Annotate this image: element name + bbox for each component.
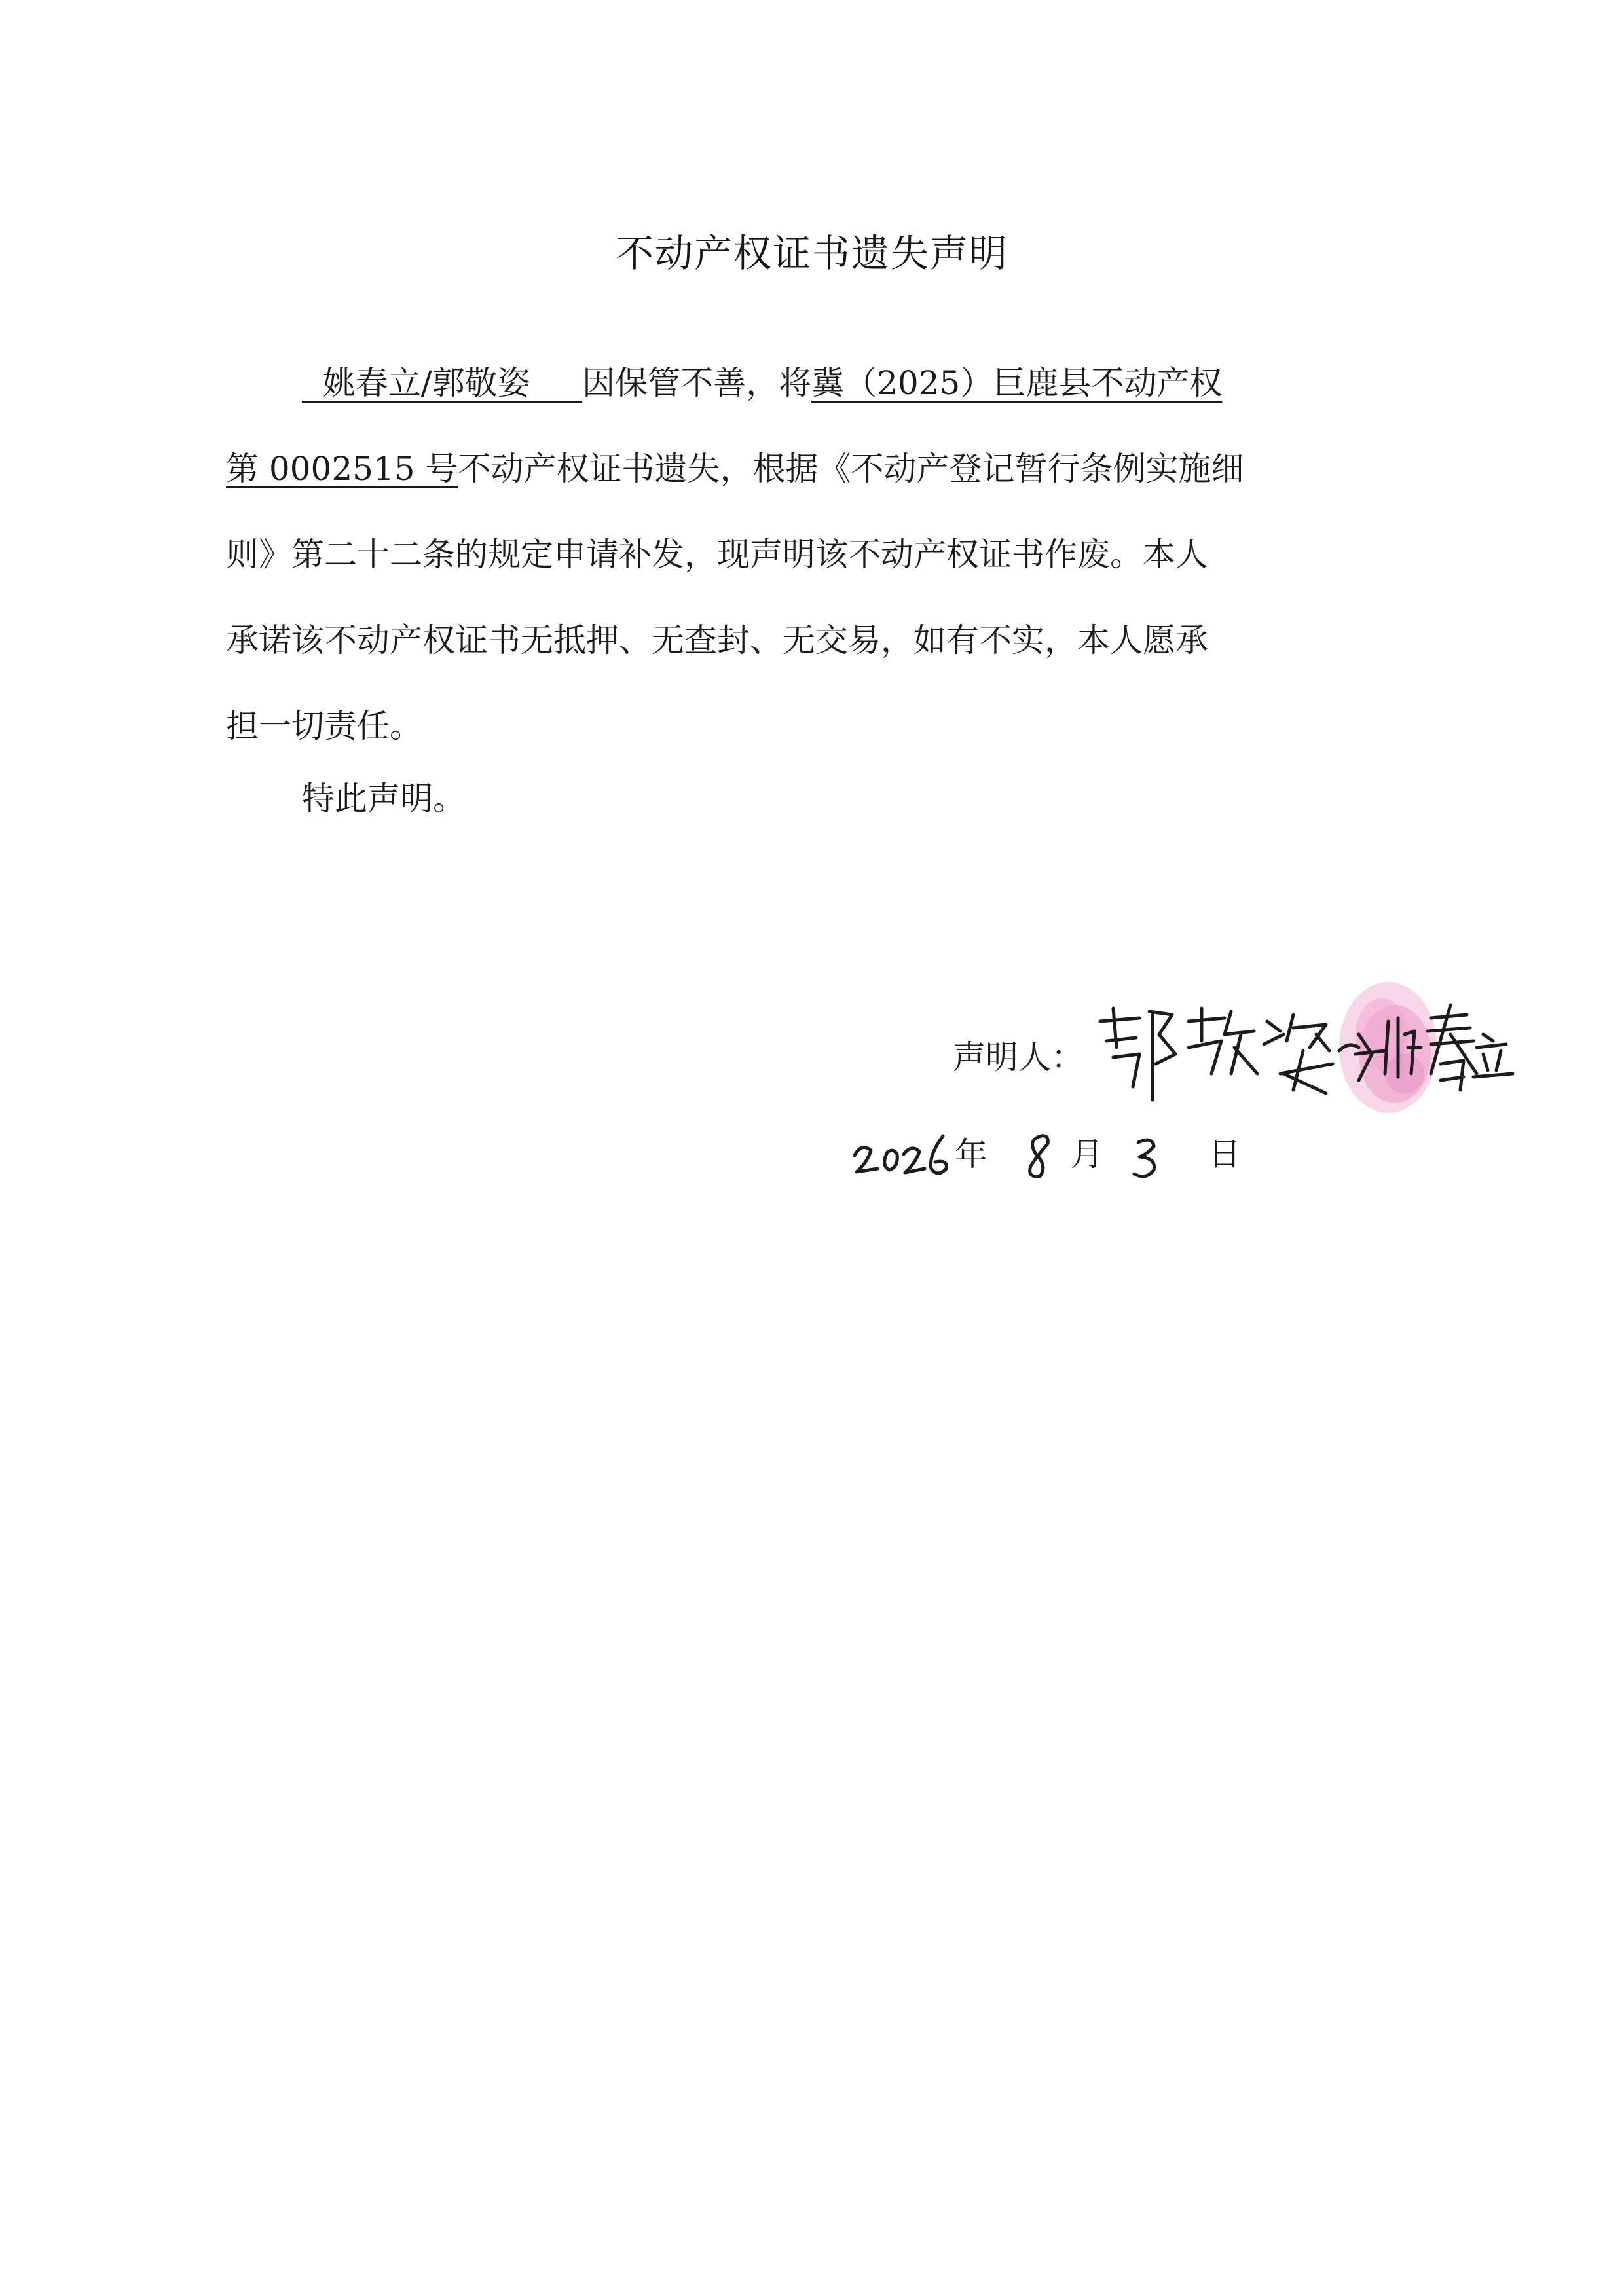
body-line-2 bbox=[226, 426, 1369, 512]
day-digit-3 bbox=[1134, 1140, 1154, 1176]
certificate-number-part2: 第 0002515 号 bbox=[226, 450, 458, 488]
month-digit-8 bbox=[1030, 1136, 1048, 1176]
day-unit: 日 bbox=[1208, 1135, 1241, 1173]
body-line-5: 担一切责任。 bbox=[226, 707, 422, 745]
date-handwriting bbox=[851, 1116, 1257, 1188]
month-unit: 月 bbox=[1071, 1135, 1103, 1173]
year-digit-2a bbox=[855, 1148, 877, 1173]
fingerprint-mark bbox=[1339, 982, 1437, 1113]
year-digit-6 bbox=[931, 1136, 946, 1173]
document-title: 不动产权证书遗失声明 bbox=[615, 231, 1008, 276]
declarant-names: 姚春立/郭敬姿 bbox=[322, 364, 530, 402]
body-line-4: 承诺该不动产权证书无抵押、无查封、无交易，如有不实，本人愿承 bbox=[226, 621, 1208, 659]
closing-phrase: 特此声明。 bbox=[302, 780, 466, 818]
year-digit-0 bbox=[885, 1150, 898, 1170]
year-unit: 年 bbox=[955, 1135, 987, 1173]
body-line-2-text: 不动产权证书遗失，根据《不动产登记暂行条例实施细 bbox=[458, 450, 1244, 488]
statement-body bbox=[226, 340, 1369, 769]
certificate-number-part1: 冀（2025）巨鹿县不动产权 bbox=[811, 364, 1223, 402]
year-digit-2b bbox=[904, 1148, 925, 1173]
body-line-3: 则》第二十二条的规定申请补发，现声明该不动产权证书作废。本人 bbox=[226, 536, 1208, 574]
declarant-names-blank bbox=[302, 340, 582, 426]
body-line-1 bbox=[226, 340, 1369, 426]
handwritten-signature bbox=[1100, 1005, 1513, 1100]
body-line-1-text: 因保管不善，将 bbox=[582, 364, 812, 402]
declarant-label: 声明人： bbox=[953, 1038, 1084, 1076]
date-line bbox=[851, 1116, 1257, 1188]
